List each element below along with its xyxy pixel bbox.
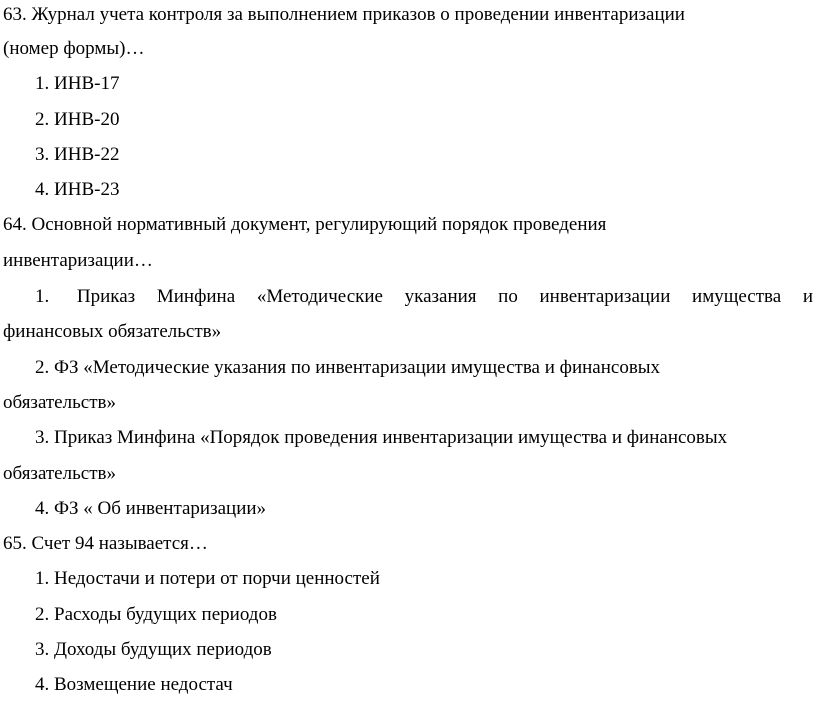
question-text: Основной нормативный документ, регулирующий порядок проведения: [31, 214, 607, 235]
question-number: 63.: [3, 4, 27, 25]
question-number: 65.: [3, 533, 27, 554]
question-text: Счет 94 называется…: [31, 533, 208, 554]
question-text: Журнал учета контроля за выполнением приказов о проведении инвентаризации: [31, 4, 685, 25]
question-65-option-1: 1. Недостачи и потери от порчи ценностей: [35, 568, 380, 589]
question-64-title-cont: инвентаризации…: [3, 250, 153, 271]
question-64-option-3-cont: обязательств»: [3, 463, 116, 484]
question-65-option-3: 3. Доходы будущих периодов: [35, 639, 272, 660]
question-64-option-1-cont: финансовых обязательств»: [3, 321, 222, 342]
question-63-option-3: 3. ИНВ-22: [35, 144, 120, 165]
question-64-option-2: 2. ФЗ «Методические указания по инвентаризации имущества и финансовых: [35, 357, 661, 378]
question-64-option-4: 4. ФЗ « Об инвентаризации»: [35, 498, 267, 519]
question-65-option-2: 2. Расходы будущих периодов: [35, 604, 277, 625]
question-64-option-3: 3. Приказ Минфина «Порядок проведения инвентаризации имущества и финансовых: [35, 427, 728, 448]
question-64-option-1: 1. Приказ Минфина «Методические указания по инвентаризации имущества и: [35, 286, 813, 307]
question-number: 64.: [3, 214, 27, 235]
question-63-title-cont: (номер формы)…: [3, 38, 145, 59]
question-63-option-4: 4. ИНВ-23: [35, 179, 120, 200]
question-64-option-2-cont: обязательств»: [3, 392, 116, 413]
question-65-title: [3, 533, 813, 555]
question-63-title: [3, 4, 813, 26]
question-65-option-4: 4. Возмещение недостач: [35, 674, 233, 695]
question-63-option-2: 2. ИНВ-20: [35, 109, 120, 130]
question-64-title: [3, 214, 813, 236]
question-63-option-1: 1. ИНВ-17: [35, 73, 120, 94]
